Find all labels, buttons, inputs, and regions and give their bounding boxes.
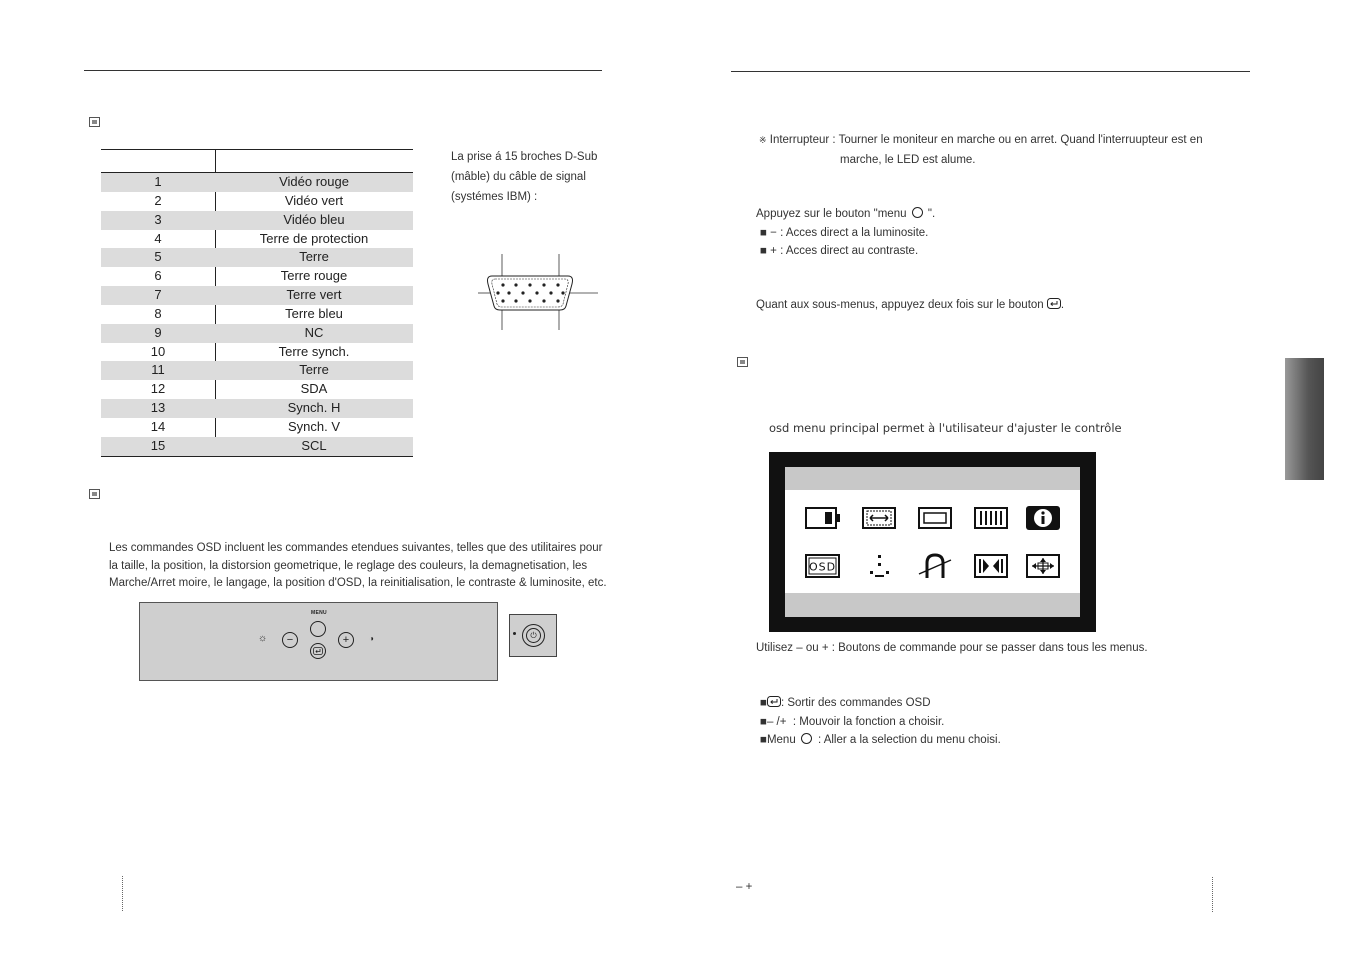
paragraph-line: la taille, la position, la distorsion geometrique, le reglage des couleurs, la demagnetisation, les xyxy=(109,559,588,572)
table-row xyxy=(101,230,413,249)
table-row xyxy=(101,211,413,230)
switch-note-line: marche, le LED est alume. xyxy=(840,153,976,166)
pin-number: 2 xyxy=(154,192,162,208)
pin-signal: NC xyxy=(304,324,324,340)
paragraph-line: Marche/Arret moire, le langage, la position d'OSD, la reinitialisation, le contraste & luminosite, etc. xyxy=(109,577,607,589)
info-icon[interactable] xyxy=(1025,505,1061,531)
pin-number: 11 xyxy=(151,362,165,378)
table-row xyxy=(101,343,413,362)
pin-signal: Terre vert xyxy=(286,287,342,303)
brightness-icon: ☼ xyxy=(258,633,268,644)
enter-button[interactable] xyxy=(310,643,326,659)
bullet-icon: ■ xyxy=(760,715,767,728)
pin-signal: Vidéo bleu xyxy=(283,211,345,227)
pin-number: 8 xyxy=(154,305,162,321)
pin-signal: SDA xyxy=(300,381,328,397)
submenu-note xyxy=(756,297,1156,315)
menu-label: MENU xyxy=(311,610,327,616)
minus-item-text: − : Acces direct a la luminosite. xyxy=(770,226,929,239)
move-text: : Mouvoir la fonction a choisir. xyxy=(792,715,945,728)
dsub-connector-diagram xyxy=(478,254,600,330)
caption-line: La prise á 15 broches D-Sub xyxy=(451,151,598,163)
table-row xyxy=(101,173,413,192)
right-header-rule xyxy=(731,71,1250,72)
contrast-icon: ◑ xyxy=(369,634,374,643)
pin-number: 7 xyxy=(154,287,162,303)
chapter-tab xyxy=(1285,358,1324,480)
osd-menu-body xyxy=(785,467,1080,617)
page-margin-dots xyxy=(1212,877,1213,912)
pin-signal: Terre xyxy=(299,249,329,265)
key-list xyxy=(760,694,1160,750)
enter-icon xyxy=(767,696,781,707)
move-keys: – /+ xyxy=(766,715,787,728)
front-control-panel xyxy=(139,602,498,681)
section-square-icon xyxy=(89,489,100,499)
table-row xyxy=(101,248,413,267)
pin-number: 12 xyxy=(150,381,166,397)
asterisk-mark: ※ xyxy=(759,135,767,145)
circle-icon xyxy=(912,207,923,218)
pin-number: 13 xyxy=(150,400,166,416)
osd-title-bar xyxy=(785,467,1080,490)
key-item-move xyxy=(760,713,1160,732)
osd-status-bar xyxy=(785,593,1080,617)
plus-button[interactable]: + xyxy=(338,632,354,648)
pin-number: 1 xyxy=(154,174,162,189)
pin-signal: Terre bleu xyxy=(285,305,343,321)
table-row xyxy=(101,324,413,343)
caption-line: (systémes IBM) : xyxy=(451,191,538,203)
buttons-note: Utilisez – ou + : Boutons de commande pour se passer dans tous les menus. xyxy=(756,642,1148,654)
table-row xyxy=(101,267,413,286)
submenu-note-text: Quant aux sous-menus, appuyez deux fois sur le bouton xyxy=(756,299,1044,311)
power-button[interactable] xyxy=(522,624,545,647)
position-icon[interactable] xyxy=(917,505,953,531)
menu-intro-end: ". xyxy=(927,208,936,220)
table-row xyxy=(101,399,413,418)
power-led xyxy=(513,632,516,635)
osd-description xyxy=(109,540,609,593)
size-icon[interactable] xyxy=(861,505,897,531)
menu-text: : Aller a la selection du menu choisi. xyxy=(817,734,1001,746)
circle-icon xyxy=(801,733,812,744)
table-row xyxy=(101,380,413,399)
bars-icon[interactable] xyxy=(973,505,1009,531)
pin-number: 15 xyxy=(150,437,166,453)
table-row xyxy=(101,286,413,305)
page-margin-dots xyxy=(122,876,123,911)
key-item-exit xyxy=(760,694,1160,713)
triangle-dots-icon[interactable] xyxy=(861,553,897,579)
menu-button[interactable] xyxy=(310,621,326,637)
connector-caption xyxy=(451,147,611,207)
pin-assignment-table xyxy=(101,149,413,457)
pin-number: 4 xyxy=(154,230,162,246)
plus-item xyxy=(756,242,1156,261)
enter-icon xyxy=(313,647,323,655)
table-row xyxy=(101,192,413,211)
section-square-icon xyxy=(737,357,748,367)
table-row xyxy=(101,305,413,324)
osd-menu-screen xyxy=(769,452,1096,632)
plus-item-text: + : Acces direct au contraste. xyxy=(770,245,919,257)
paragraph-line: Les commandes OSD incluent les commandes etendues suivantes, telles que des utilitaires pour xyxy=(109,542,603,554)
menu-instructions xyxy=(756,205,1156,261)
caption-line: (mâble) du câble de signal xyxy=(451,171,586,183)
pin-signal: Synch. V xyxy=(287,418,341,434)
key-item-menu xyxy=(760,731,1160,750)
pin-number: 6 xyxy=(154,268,162,284)
move-icon[interactable] xyxy=(1025,553,1061,579)
enter-icon xyxy=(1047,298,1061,309)
pin-number: 14 xyxy=(150,418,166,434)
footer-keys: – + xyxy=(736,881,753,893)
minus-button[interactable]: − xyxy=(282,632,298,648)
period: . xyxy=(1060,299,1065,311)
menu-intro-text: Appuyez sur le bouton "menu xyxy=(756,208,907,220)
pin-signal: Terre synch. xyxy=(278,343,350,359)
moire-icon[interactable] xyxy=(973,553,1009,579)
pin-signal: Terre xyxy=(299,362,329,378)
power-icon: ⏻ xyxy=(526,628,541,643)
switch-note xyxy=(759,132,1239,169)
degauss-icon[interactable] xyxy=(917,553,953,579)
pin-signal: Terre rouge xyxy=(280,268,348,284)
pin-number: 9 xyxy=(154,324,162,340)
power-switch-panel xyxy=(509,614,557,657)
pin-signal: Terre de protection xyxy=(259,230,369,246)
switch-note-text: Interrupteur : Tourner le moniteur en marche ou en arret. Quand l'interruupteur est en xyxy=(769,134,1203,146)
bullet-icon: ■ xyxy=(760,697,767,709)
table-header xyxy=(101,150,413,173)
bullet-icon: ■ xyxy=(760,245,771,257)
section-square-icon xyxy=(89,117,100,127)
table-row xyxy=(101,361,413,380)
pin-number: 3 xyxy=(154,211,162,227)
osd-text-label: OSD xyxy=(808,560,837,574)
left-header-rule xyxy=(84,70,602,71)
menu-label-text: Menu xyxy=(766,734,796,746)
battery-icon[interactable] xyxy=(805,505,841,531)
bullet-icon: ■ xyxy=(760,226,771,239)
minus-item xyxy=(756,224,1156,243)
pin-number: 5 xyxy=(154,249,162,265)
pin-signal: Vidéo vert xyxy=(284,192,344,208)
osd-intro: osd menu principal permet à l'utilisateur d'ajuster le contrôle xyxy=(769,421,1122,435)
table-row xyxy=(101,437,413,456)
switch-note-line xyxy=(759,132,1239,150)
pin-number: 10 xyxy=(150,343,166,359)
table-row xyxy=(101,418,413,437)
bullet-icon: ■ xyxy=(760,734,767,746)
menu-intro-line xyxy=(756,205,1156,224)
pin-signal: Synch. H xyxy=(287,400,341,416)
pin-signal: SCL xyxy=(301,437,327,453)
osd-icon[interactable] xyxy=(805,553,841,579)
pin-signal: Vidéo rouge xyxy=(279,174,349,189)
exit-text: : Sortir des commandes OSD xyxy=(780,697,931,709)
